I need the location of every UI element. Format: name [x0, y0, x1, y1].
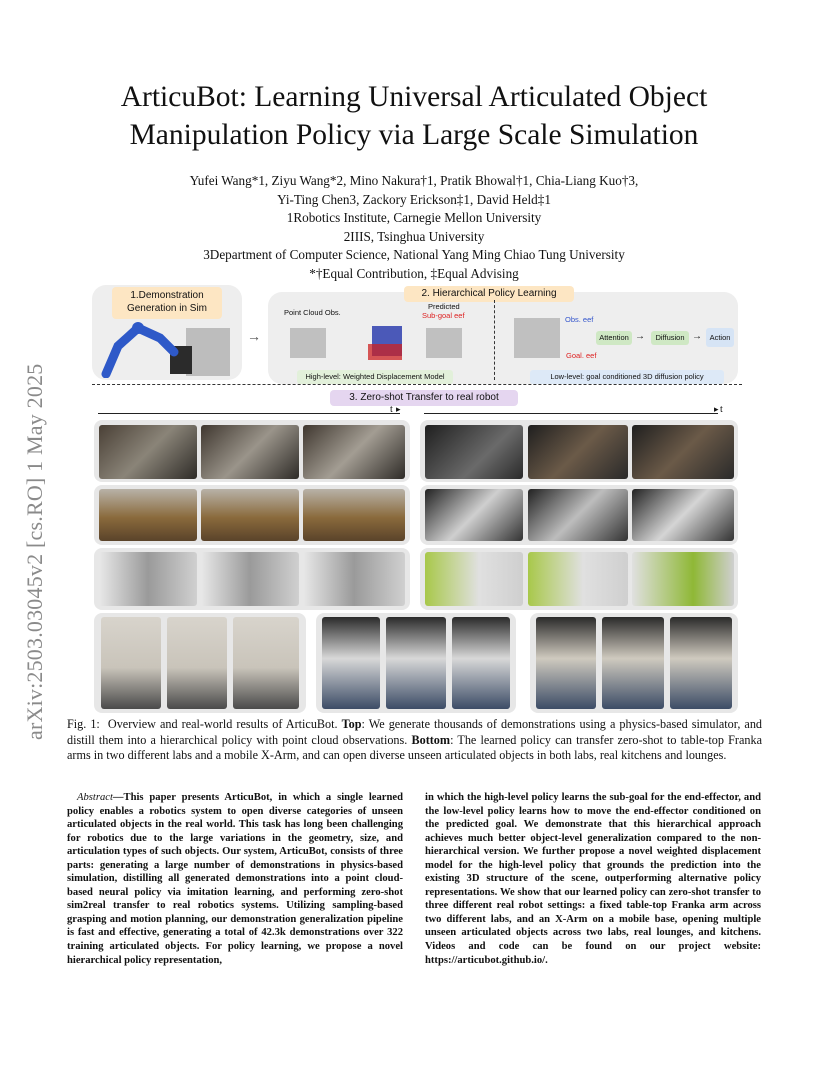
timeline-left [98, 413, 400, 414]
authors-line-1: Yufei Wang*1, Ziyu Wang*2, Mino Nakura†1, Pratik Bhowal†1, Chia-Liang Kuo†3, [189, 173, 639, 188]
caption-text-3: : The learned policy can transfer zero-shot to table-top Franka arms in two different labs and a mobile X-Arm, and can open diverse unseen articulated objects in both labs, real kitchens and lounges. [67, 732, 762, 763]
abstract-column-1 [67, 791, 403, 967]
real-robot-photo [602, 617, 664, 709]
real-robot-photo [303, 552, 405, 606]
real-robot-photo [201, 489, 299, 541]
real-robot-photo [632, 552, 734, 606]
real-robot-photo [528, 552, 628, 606]
timeline-right-label: t [720, 404, 723, 415]
real-robot-photo [99, 489, 197, 541]
real-robot-photo [322, 617, 380, 709]
affiliation-2: 2IIIS, Tsinghua University [343, 228, 485, 244]
affiliation-4: *†Equal Contribution, ‡Equal Advising [309, 265, 519, 281]
authors-line-2: Yi-Ting Chen3, Zackory Erickson‡1, David Held‡1 [277, 191, 551, 207]
paper-title [60, 78, 768, 154]
low-level-point-cloud [512, 316, 564, 360]
figure-caption [67, 717, 762, 764]
real-robot-photo [536, 617, 596, 709]
arrow-right-icon: → [635, 331, 645, 342]
abstract-column-2: in which the high-level policy learns the sub-goal for the end-effector, and the low-level policy learns how to move the end-effector conditioned on the predicted goal. We demonstrate that this hierarchical approach achieves much better object-level generalization compared to the non-hierarchical version. We further propose a novel weighted displacement model for the high-level policy that grounds the prediction into the existing 3D structure of the scene, outperforming alternative policy representations. We show that our learned policy can zero-shot transfer to three different real robot settings: a fixed table-top Franka arm across two different labs, and an X-Arm on a mobile base, opening multiple unseen articulated objects across two labs, real lounges, and kitchens. Videos and code can be found on our project website: https://articubot.github.io/. [425, 792, 761, 966]
caption-text-1: Overview and real-world results of ArticuBot. [107, 717, 338, 731]
real-robot-photo [425, 489, 523, 541]
timeline-left-arrow-icon: ▸ [396, 404, 401, 414]
attention-block: Attention [596, 331, 632, 345]
diffusion-block: Diffusion [651, 331, 689, 345]
action-block: Action [706, 328, 734, 347]
timeline-right [424, 413, 718, 414]
high-level-label: High-level: Weighted Displacement Model [297, 370, 453, 384]
real-robot-photo [201, 552, 299, 606]
real-robot-photo [167, 617, 227, 709]
goal-eef-label: Goal. eef [566, 351, 597, 360]
real-robot-photo [201, 425, 299, 479]
real-robot-photo [528, 425, 628, 479]
title-line-2: Manipulation Policy via Large Scale Simulation [129, 119, 699, 151]
timeline-right-arrow-icon: ▸ [714, 404, 719, 414]
real-robot-photo [386, 617, 446, 709]
caption-top-keyword: Top [341, 717, 362, 731]
real-robot-photo [528, 489, 628, 541]
abstract-text-1: —This paper presents ArticuBot, in which a single learned policy enables a robotics system to open diverse categories of unseen articulated objects in the real world. This task has long been challenging for robotics due to the large variations in the geometry, size, and articulation types of such objects. Our system, ArticuBot, consists of three parts: generating a large number of demonstrations in physics-based simulation, distilling all generated demonstrations into a point cloud-based neural policy via imitation learning, and performing zero-shot sim2real transfer to real robotics systems. Utilizing sampling-based grasping and motion planning, our demonstration generalization pipeline is fast and effective, generating a total of 42.3k demonstrations over 322 training articulated objects. For policy learning, we propose a novel hierarchical policy representation, [67, 792, 403, 966]
predicted-label: Predicted [428, 302, 460, 311]
low-level-label: Low-level: goal conditioned 3D diffusion policy [530, 370, 724, 384]
real-robot-photo [303, 425, 405, 479]
subgoal-label: Sub-goal eef [422, 311, 465, 320]
affiliation-1: 1Robotics Institute, Carnegie Mellon University [286, 210, 542, 225]
real-robot-photo [425, 425, 523, 479]
real-robot-photo [425, 552, 523, 606]
real-robot-photo [99, 552, 197, 606]
arrow-right-icon: → [247, 328, 261, 344]
arxiv-identifier: arXiv:2503.03045v2 [cs.RO] 1 May 2025 [22, 363, 47, 740]
real-robot-photo [101, 617, 161, 709]
section-divider [92, 384, 742, 385]
author-block [60, 172, 768, 283]
real-robot-photo [452, 617, 510, 709]
caption-bottom-keyword: Bottom [411, 732, 451, 747]
hierarchical-policy-label: 2. Hierarchical Policy Learning [404, 286, 574, 302]
abstract-label: Abstract [77, 792, 113, 803]
real-robot-photo [99, 425, 197, 479]
panel-divider [494, 300, 495, 380]
caption-label: Fig. 1: [67, 717, 100, 731]
demo-generation-label: 1.Demonstration Generation in Sim [112, 287, 222, 319]
real-robot-photo [632, 489, 734, 541]
obs-eef-label: Obs. eef [565, 315, 594, 324]
sim-robot-illustration [100, 318, 240, 378]
affiliation-3: 3Department of Computer Science, National Yang Ming Chiao Tung University [203, 247, 625, 262]
transfer-label: 3. Zero-shot Transfer to real robot [330, 390, 518, 406]
arrow-right-icon: → [692, 331, 702, 342]
real-robot-photo [632, 425, 734, 479]
real-robot-photo [303, 489, 405, 541]
real-robot-photo [233, 617, 299, 709]
point-cloud-illustrations [288, 322, 473, 362]
caption-text-2: : We generate thousands of demonstrations using a physics-based simulator, and distill them into a hierarchical policy with point cloud observations. [67, 717, 763, 747]
title-line-1: ArticuBot: Learning Universal Articulated Object [120, 81, 708, 113]
timeline-left-label: t [390, 404, 393, 415]
real-robot-photo [670, 617, 732, 709]
point-cloud-label: Point Cloud Obs. [284, 308, 341, 317]
